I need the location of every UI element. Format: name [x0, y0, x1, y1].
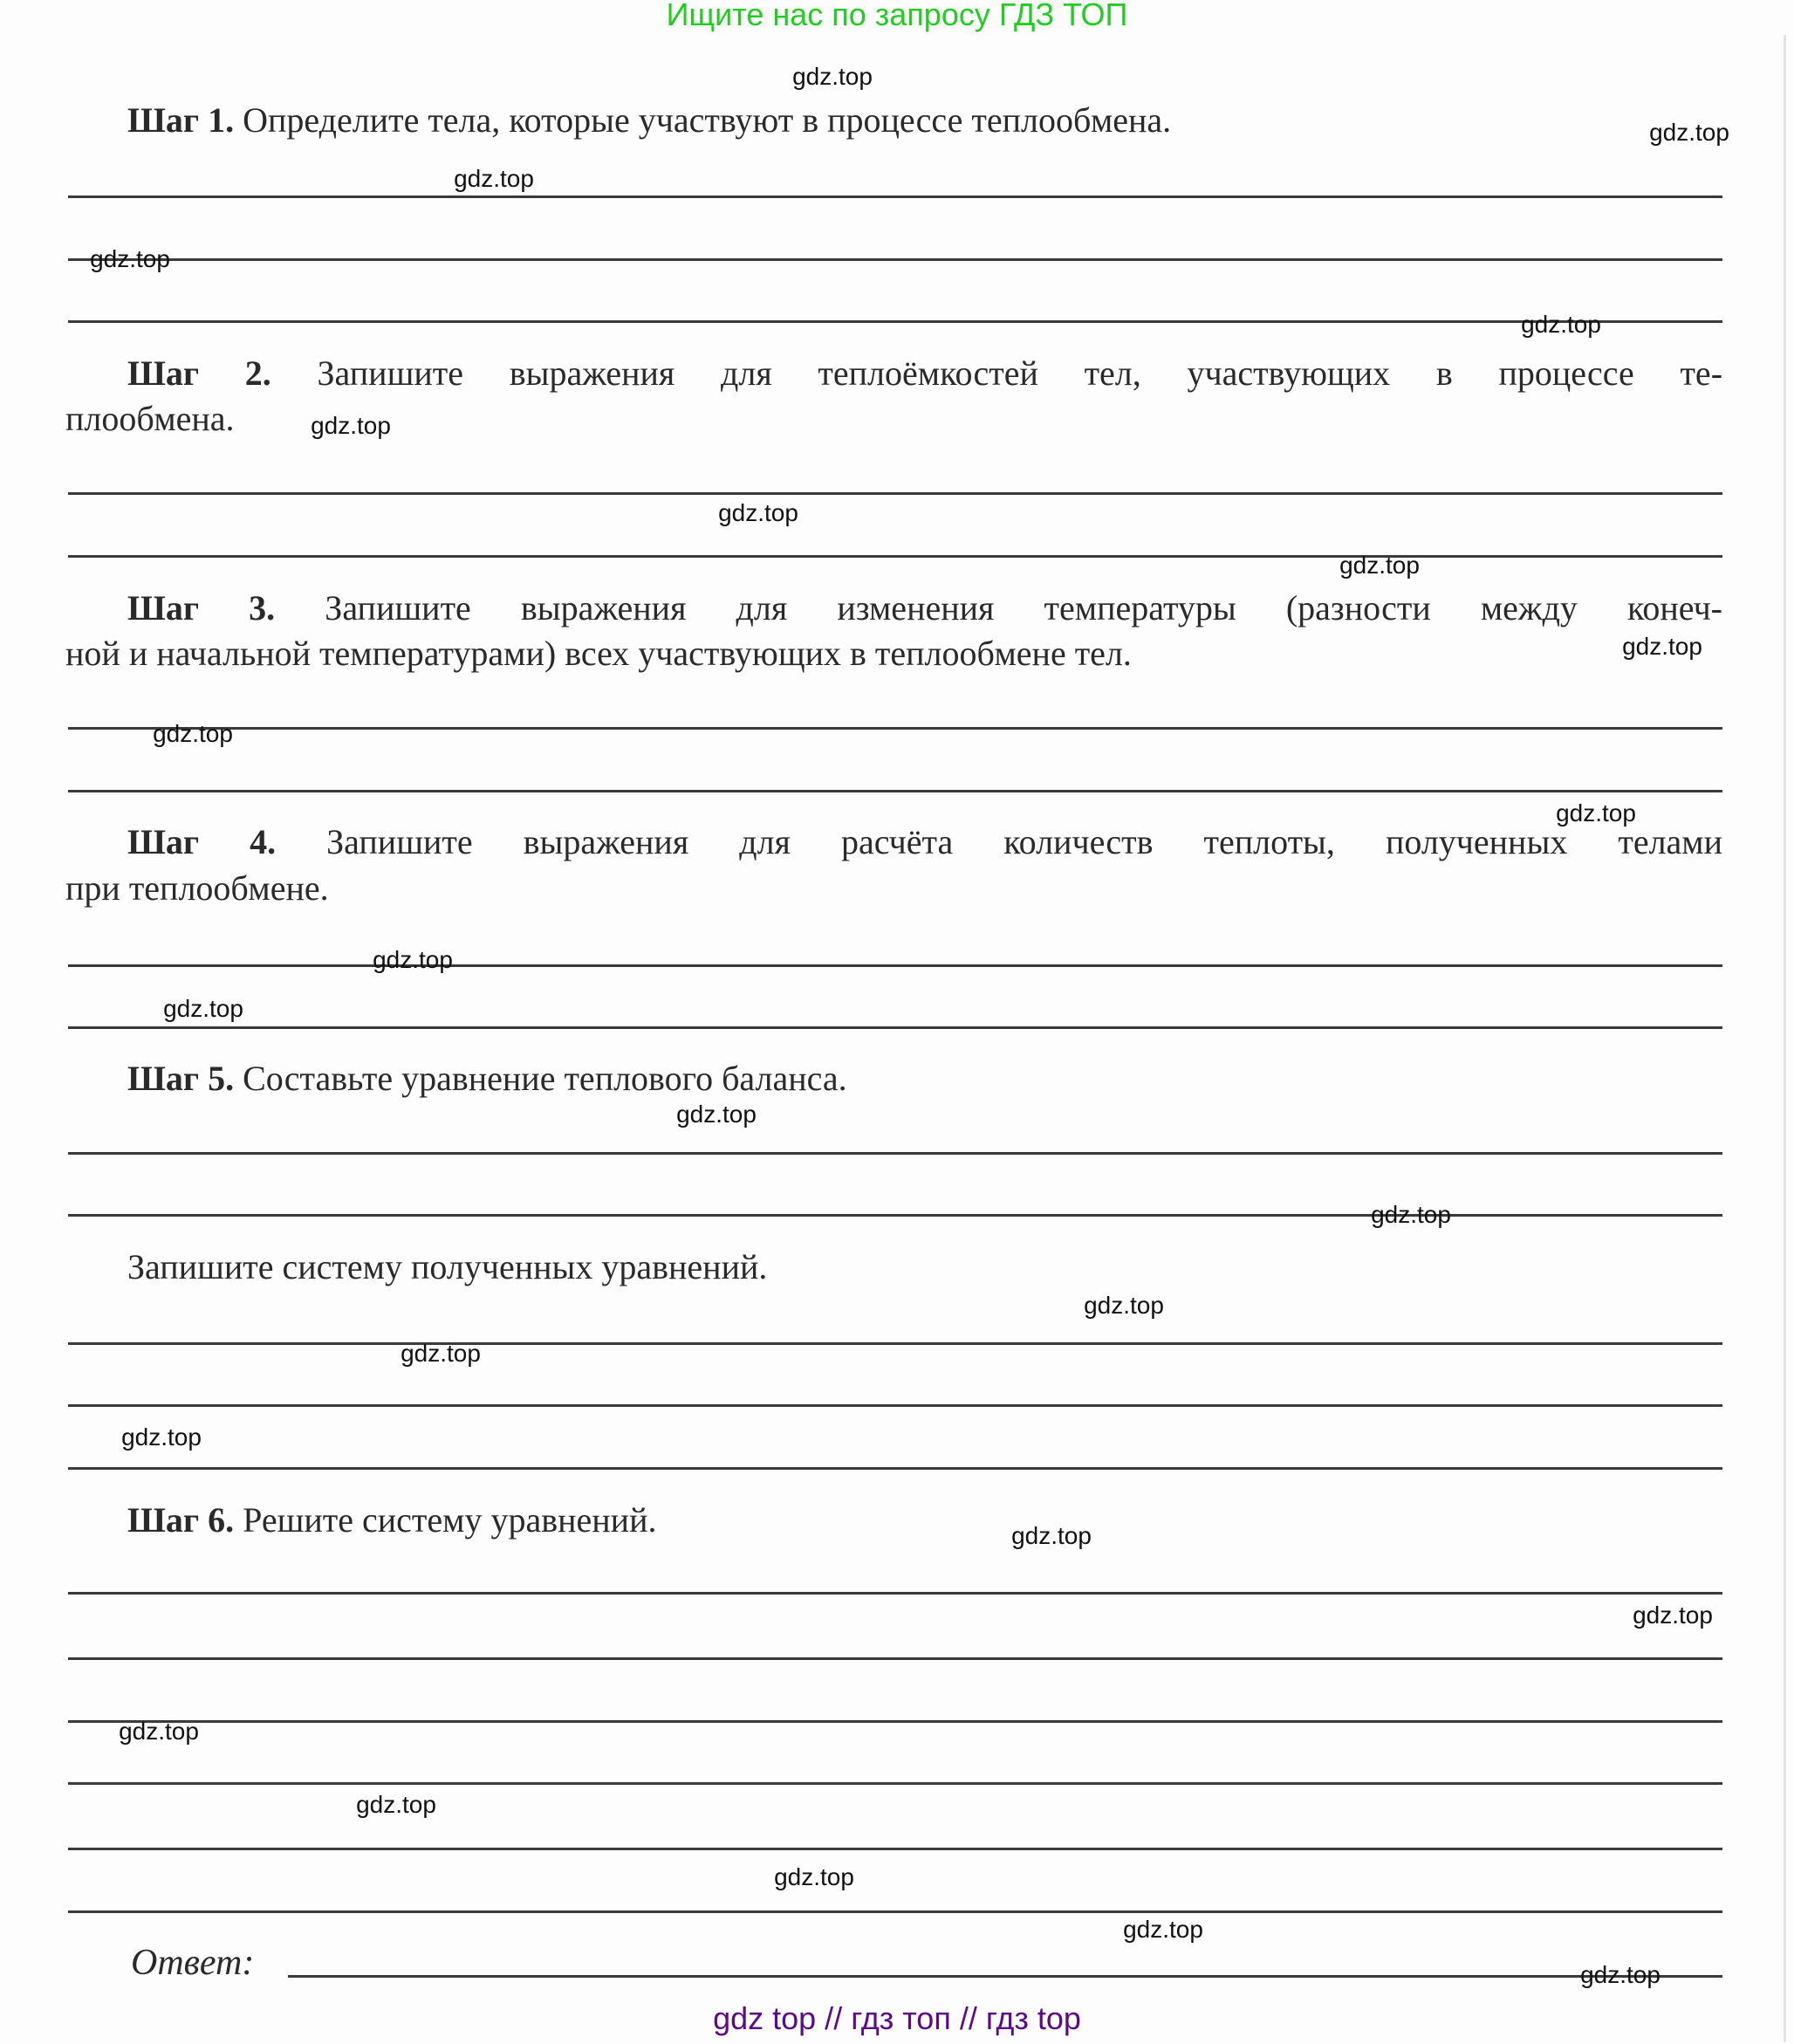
watermark: gdz.top: [718, 499, 798, 526]
watermark: gdz.top: [774, 1863, 854, 1890]
watermark: gdz.top: [356, 1791, 436, 1818]
answer-line: [68, 1026, 1722, 1029]
step-text: Запишите выражения для теплоёмкостей тел, участвующих в процессе те-: [317, 353, 1723, 393]
step-1-heading: [127, 100, 1172, 140]
step-4-heading-cont: при теплообмене.: [65, 868, 329, 908]
answer-line: [68, 727, 1722, 730]
watermark: gdz.top: [1556, 799, 1636, 827]
watermark: gdz.top: [1580, 1961, 1660, 1988]
step-label: Шаг 2.: [127, 353, 271, 393]
step-label: Шаг 3.: [127, 588, 276, 628]
step-text: Решите систему уравнений.: [243, 1500, 657, 1540]
watermark: gdz.top: [1622, 633, 1702, 660]
step-2-heading: [127, 353, 1723, 393]
watermark: gdz.top: [373, 946, 453, 973]
answer-line: [68, 195, 1722, 198]
page-edge: [1784, 35, 1786, 2042]
step-3-heading: [127, 588, 1723, 628]
step-label: Шаг 6.: [127, 1500, 235, 1540]
watermark: gdz.top: [792, 63, 873, 90]
answer-line: [68, 1910, 1722, 1913]
answer-line: [68, 320, 1722, 323]
step-5-heading: [127, 1061, 847, 1096]
answer-line: [68, 1657, 1722, 1660]
step-text: Определите тела, которые участвуют в процессе теплообмена.: [243, 100, 1172, 140]
answer-line: [288, 1975, 1722, 1978]
step-text: Запишите выражения для изменения температуры (разности между конеч-: [325, 588, 1723, 628]
answer-line: [68, 1342, 1722, 1345]
watermark: gdz.top: [119, 1718, 199, 1745]
watermark: gdz.top: [121, 1423, 202, 1451]
answer-line: [68, 555, 1722, 558]
watermark: gdz.top: [163, 995, 243, 1022]
watermark: gdz.top: [1084, 1292, 1164, 1319]
answer-line: [68, 492, 1722, 495]
step-4-heading: [127, 822, 1723, 861]
step-2-heading-cont: плообмена.: [65, 399, 235, 438]
step-3-heading-cont: ной и начальной температурами) всех участвующих в теплообмене тел.: [65, 634, 1132, 673]
watermark: gdz.top: [1339, 552, 1420, 579]
answer-line: [68, 1152, 1722, 1155]
watermark: gdz.top: [1633, 1602, 1713, 1629]
answer-label: Ответ:: [131, 1943, 255, 1983]
answer-line: [68, 1214, 1722, 1217]
watermark: gdz.top: [401, 1340, 481, 1367]
watermark: gdz.top: [1521, 311, 1601, 338]
answer-line: [68, 1592, 1722, 1595]
watermark: gdz.top: [1011, 1522, 1092, 1549]
search-banner: Ищите нас по запросу ГДЗ ТОП: [666, 0, 1128, 32]
step-label: Шаг 5.: [127, 1059, 235, 1098]
watermark: gdz.top: [1649, 119, 1729, 146]
answer-line: [68, 964, 1722, 967]
watermark: gdz.top: [1371, 1201, 1451, 1228]
step-text: Запишите выражения для расчёта количеств теплоты, полученных телами: [326, 822, 1723, 861]
watermark: gdz.top: [90, 245, 170, 272]
step-label: Шаг 1.: [127, 100, 235, 140]
answer-line: [68, 790, 1722, 792]
step-6-heading: [127, 1500, 657, 1540]
watermark: gdz.top: [153, 720, 233, 747]
watermark: gdz.top: [311, 412, 391, 439]
answer-line: [68, 1404, 1722, 1407]
answer-line: [68, 258, 1722, 261]
answer-line: [68, 1848, 1722, 1850]
answer-line: [68, 1782, 1722, 1785]
answer-line: [68, 1720, 1722, 1723]
system-heading: Запишите систему полученных уравнений.: [127, 1247, 768, 1286]
step-text: Составьте уравнение теплового баланса.: [243, 1059, 847, 1098]
watermark: gdz.top: [1123, 1916, 1203, 1943]
watermark: gdz.top: [454, 165, 534, 192]
watermark: gdz.top: [676, 1101, 757, 1128]
step-label: Шаг 4.: [127, 822, 277, 861]
footer-watermark: gdz top // гдз топ // гдз top: [713, 2000, 1081, 2036]
answer-line: [68, 1467, 1722, 1470]
